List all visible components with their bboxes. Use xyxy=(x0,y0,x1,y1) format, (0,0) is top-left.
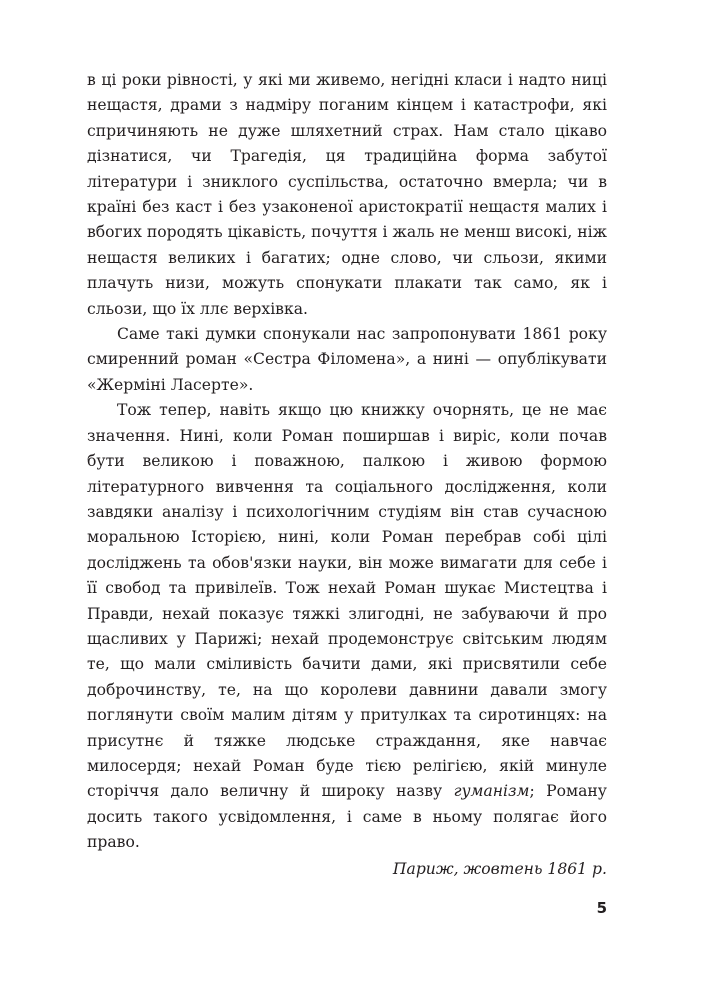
paragraph-3-text-start: Тож тепер, навіть якщо цю книжку очорнять, це не має значення. Нині, коли Роман поширшав і виріс, коли почав бути великою і поважною, палкою і живою формою літературного вивчення та соціального дослідження, коли завдяки аналізу і психологічним студіям він став сучасною моральною Історією, нині, коли Роман перебрав собі цілі досліджень та обов'язки науки, він може вимагати для себе і її свобод та привілеїв. Тож нехай Роман шукає Мистецтва і Правди, нехай показує тяжкі злигодні, не забуваючи й про щасливих у Парижі; нехай продемонструє світським людям те, що мали сміливість бачити дами, які присвятили себе доброчинству, те, на що королеви давнини давали змогу поглянути своїм малим дітям у притулках та сиротинцях: на присутнє й тяжке людське страждання, яке навчає милосердя; нехай Роман буде тією релігією, якій минуле сторіччя дало величну й широку назву xyxy=(87,401,607,801)
page-number: 5 xyxy=(596,899,607,917)
paragraph-1: в ці роки рівності, у які ми живемо, негідні класи і надто ниці нещастя, драми з надміру поганим кінцем і катастрофи, які спричиняють не дуже шляхетний страх. Нам стало цікаво дізнатися, чи Трагедія, ця традиційна форма забутої літератури і зниклого суспільства, остаточно вмерла; чи в країні без каст і без узаконеної аристократії нещастя малих і вбогих породять цікавість, почуття і жаль не менш високі, ніж нещастя великих і багатих; одне слово, чи сльози, якими плачуть низи, можуть спонукати плакати так само, як і сльози, що їх ллє верхівка. xyxy=(87,71,607,318)
paragraph-3-text-end: ; Роману досить такого усвідомлення, і саме в ньому полягає його право. xyxy=(87,782,607,852)
paragraph-3 xyxy=(87,398,607,855)
paragraph-2: Саме такі думки спонукали нас запропонувати 1861 року смиренний роман «Сестра Філомена», а нині — опублікувати «Жерміні Ласерте». xyxy=(87,325,607,394)
page-body xyxy=(87,68,607,882)
signature-place-date: Париж, жовтень 1861 р. xyxy=(392,859,607,878)
italic-term: гуманізм xyxy=(453,782,530,801)
